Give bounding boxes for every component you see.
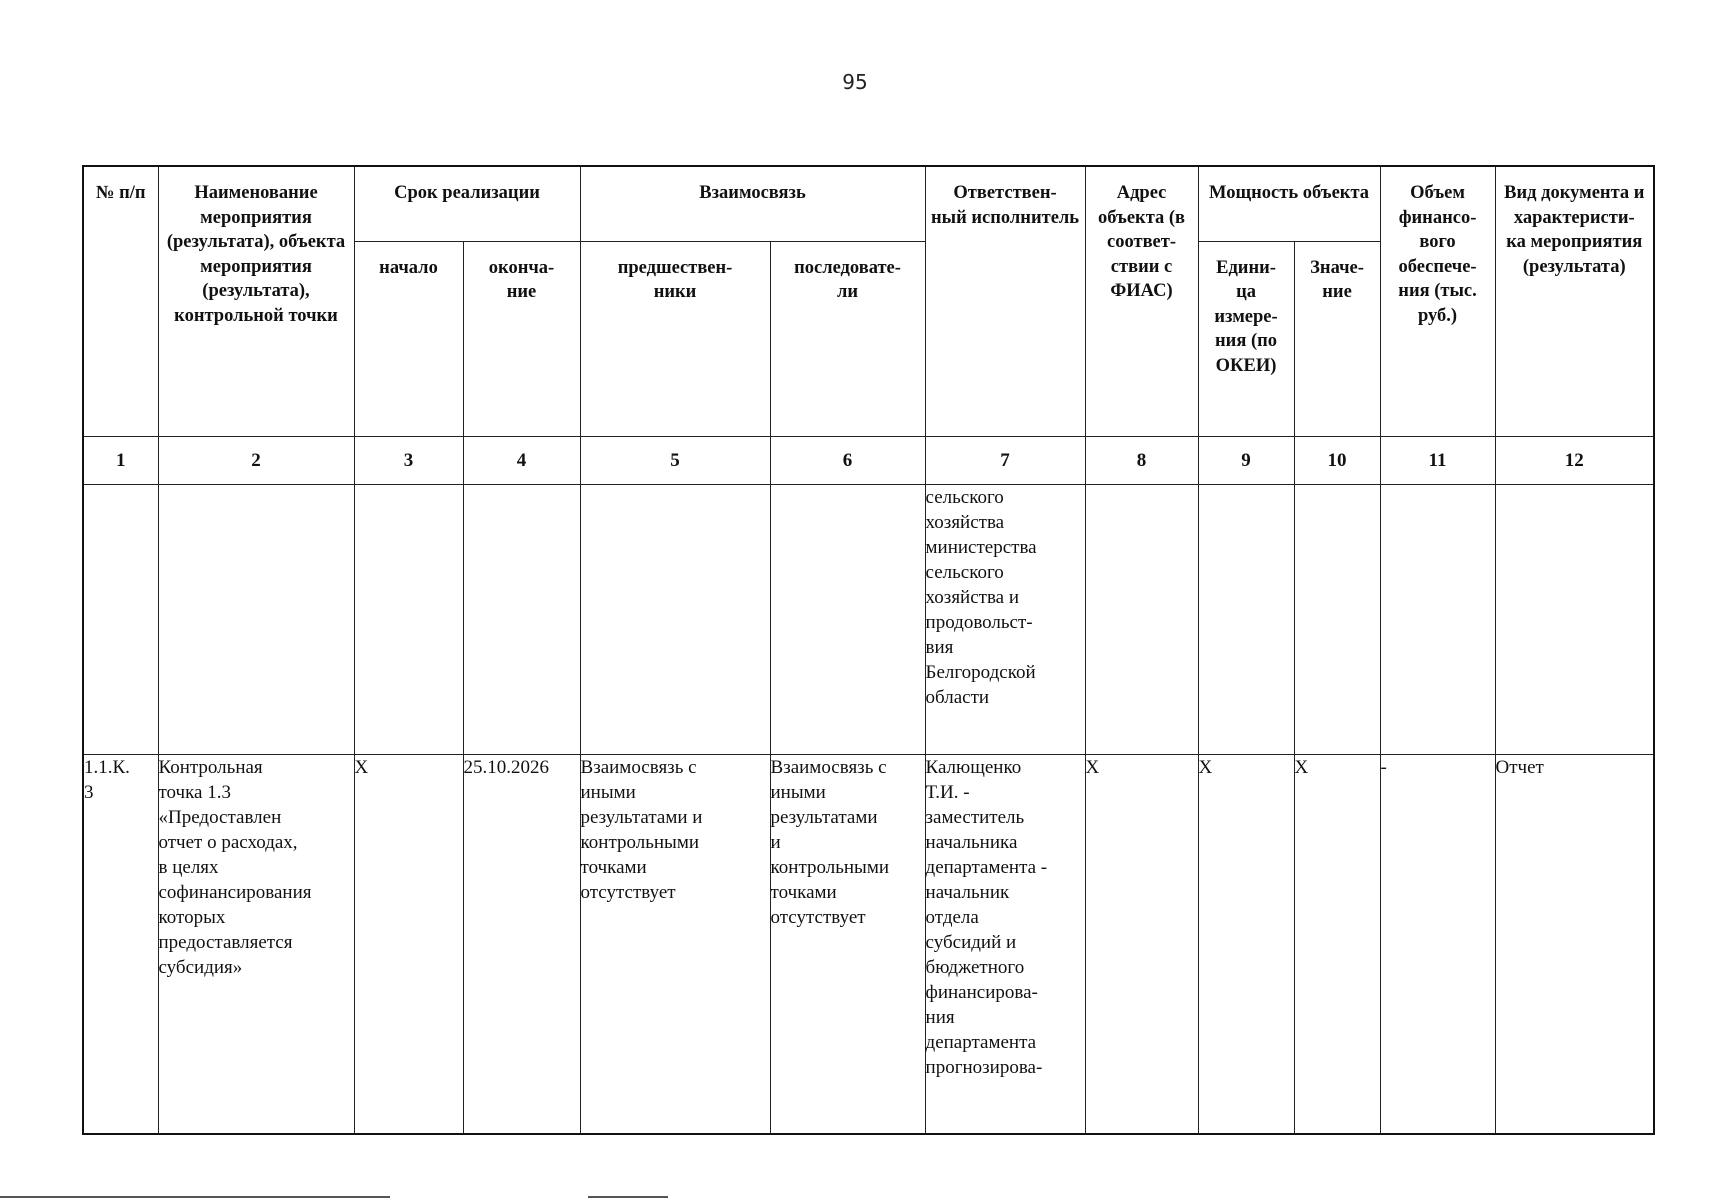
cell-funding — [1380, 484, 1495, 754]
cell-doc-type — [1495, 484, 1654, 754]
table-row — [83, 754, 1654, 1134]
header-name: Наименование мероприятия (результата), объекта мероприятия (результата), контрольной точки — [158, 166, 354, 436]
cell-end — [463, 484, 580, 754]
header-capacity-unit: Едини- ца измере- ния (по ОКЕИ) — [1198, 241, 1294, 436]
header-period-start: начало — [354, 241, 463, 436]
header-num: № п/п — [83, 166, 158, 436]
header-funding: Объем финансо- вого обеспече- ния (тыс. руб.) — [1380, 166, 1495, 436]
table-row — [83, 484, 1654, 754]
column-number: 9 — [1198, 436, 1294, 484]
cell-responsible: Калющенко Т.И. - заместитель начальника департамента - начальник отдела субсидий и бюджетного финансирова- ния департамента прогнозирова- — [925, 754, 1085, 1134]
header-responsible: Ответствен- ный исполнитель — [925, 166, 1085, 436]
header-link-prev: предшествен- ники — [580, 241, 770, 436]
cell-name — [158, 484, 354, 754]
scan-artifact-line — [0, 1196, 390, 1198]
header-capacity-value: Значе- ние — [1294, 241, 1380, 436]
cell-next: Взаимосвязь с иными результатами и контрольными точками отсутствует — [770, 754, 925, 1134]
cell-value: Х — [1294, 754, 1380, 1134]
scan-artifact-line — [588, 1196, 668, 1198]
header-link-next: последовате- ли — [770, 241, 925, 436]
cell-num: 1.1.К. 3 — [83, 754, 158, 1134]
cell-unit: Х — [1198, 754, 1294, 1134]
page-number: 95 — [842, 70, 868, 94]
column-number: 8 — [1085, 436, 1198, 484]
header-doc-type: Вид документа и характеристи- ка мероприятия (результата) — [1495, 166, 1654, 436]
header-period: Срок реализации — [354, 166, 580, 241]
column-numbers-row — [83, 436, 1654, 484]
cell-responsible: сельского хозяйства министерства сельского хозяйства и продовольст- вия Белгородской области — [925, 484, 1085, 754]
column-number: 2 — [158, 436, 354, 484]
column-number: 1 — [83, 436, 158, 484]
column-number: 7 — [925, 436, 1085, 484]
cell-address — [1085, 484, 1198, 754]
cell-doc-type: Отчет — [1495, 754, 1654, 1134]
column-number: 5 — [580, 436, 770, 484]
cell-name: Контрольная точка 1.3 «Предоставлен отчет о расходах, в целях софинансирования которых предоставляется субсидия» — [158, 754, 354, 1134]
column-number: 11 — [1380, 436, 1495, 484]
cell-address: Х — [1085, 754, 1198, 1134]
column-number: 10 — [1294, 436, 1380, 484]
cell-end: 25.10.2026 — [463, 754, 580, 1134]
cell-next — [770, 484, 925, 754]
header-link: Взаимосвязь — [580, 166, 925, 241]
cell-start: Х — [354, 754, 463, 1134]
column-number: 3 — [354, 436, 463, 484]
header-period-end: оконча- ние — [463, 241, 580, 436]
cell-start — [354, 484, 463, 754]
column-number: 4 — [463, 436, 580, 484]
header-address: Адрес объекта (в соответ- ствии с ФИАС) — [1085, 166, 1198, 436]
plan-table — [82, 165, 1655, 1135]
cell-prev — [580, 484, 770, 754]
column-number: 6 — [770, 436, 925, 484]
column-number: 12 — [1495, 436, 1654, 484]
cell-prev: Взаимосвязь с иными результатами и контрольными точками отсутствует — [580, 754, 770, 1134]
header-capacity: Мощность объекта — [1198, 166, 1380, 241]
cell-funding: - — [1380, 754, 1495, 1134]
cell-num — [83, 484, 158, 754]
cell-unit — [1198, 484, 1294, 754]
cell-value — [1294, 484, 1380, 754]
